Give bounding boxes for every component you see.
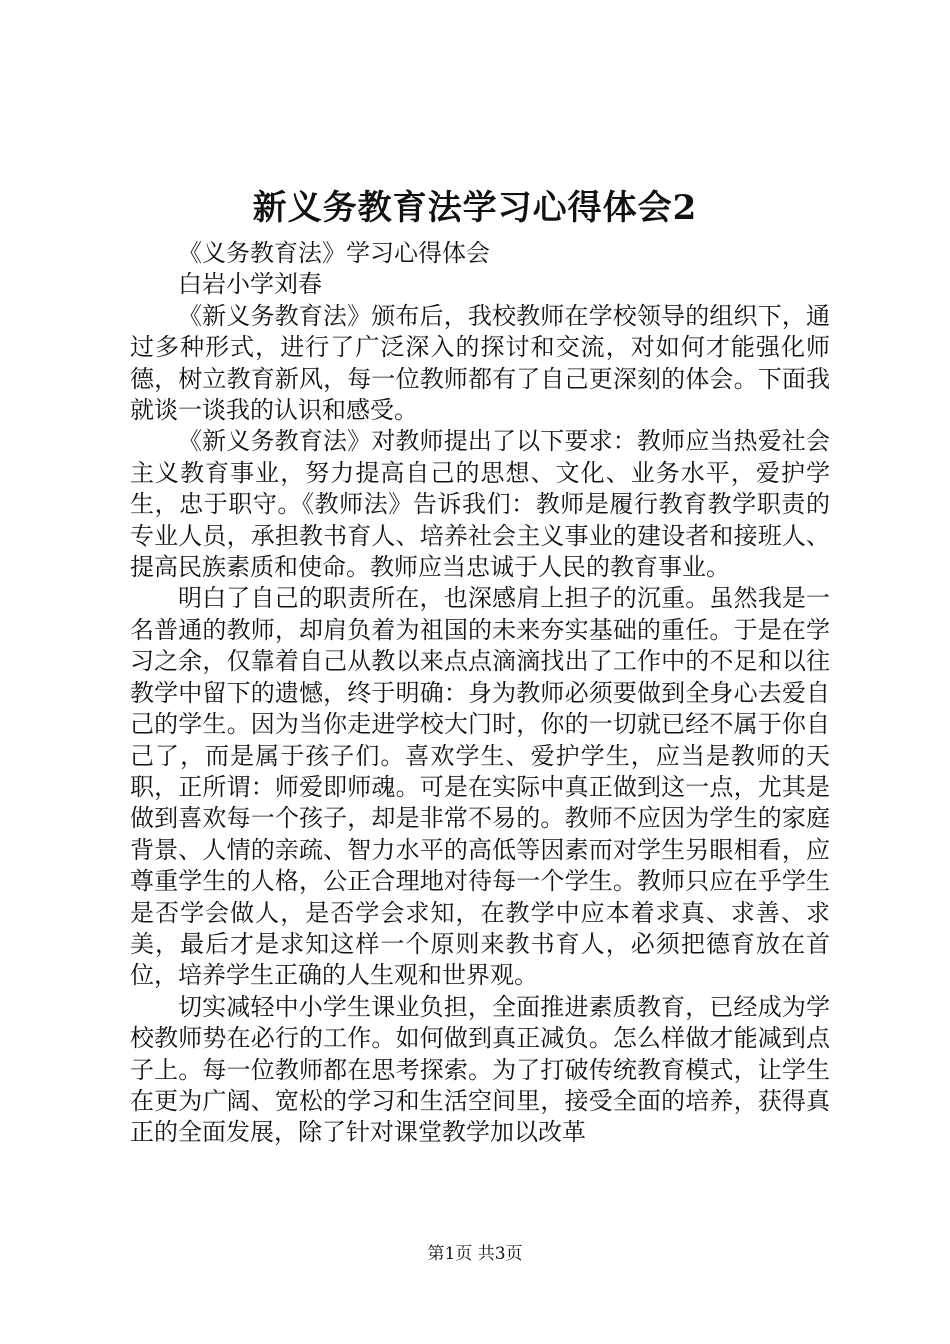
document-body: [130, 238, 830, 1149]
paragraph-author: 白岩小学刘春: [178, 270, 322, 299]
paragraph-2: 《新义务教育法》对教师提出了以下要求：教师应当热爱社会主义教育事业，努力提高自己的思想、文化、业务水平，爱护学生，忠于职守。《教师法》告诉我们：教师是履行教育教学职责的专业人员，承担教书育人、培养社会主义事业的建设者和接班人、提高民族素质和使命。教师应当忠诚于人民的教育事业。: [130, 427, 830, 582]
document-title: 新义务教育法学习心得体会2: [252, 188, 698, 228]
paragraph-4: 切实减轻中小学生课业负担，全面推进素质教育，已经成为学校教师势在必行的工作。如何做到真正减负。怎么样做才能减到点子上。每一位教师都在思考探索。为了打破传统教育模式，让学生在更为广阔、宽松的学习和生活空间里，接受全面的培养，获得真正的全面发展，除了针对课堂教学加以改革: [130, 992, 830, 1147]
page-footer: 第1页 共3页: [427, 1244, 523, 1264]
paragraph-1: 《新义务教育法》颁布后，我校教师在学校领导的组织下，通过多种形式，进行了广泛深入的探讨和交流，对如何才能强化师德，树立教育新风，每一位教师都有了自己更深刻的体会。下面我就谈一谈我的认识和感受。: [130, 301, 830, 425]
paragraph-subtitle: 《义务教育法》学习心得体会: [178, 239, 490, 267]
paragraph-3: 明白了自己的职责所在，也深感肩上担子的沉重。虽然我是一名普通的教师，却肩负着为祖国的未来夯实基础的重任。于是在学习之余，仅靠着自己从教以来点点滴滴找出了工作中的不足和以往教学中留下的遗憾，终于明确：身为教师必须要做到全身心去爱自己的学生。因为当你走进学校大门时，你的一切就已经不属于你自己了，而是属于孩子们。喜欢学生、爱护学生，应当是教师的天职，正所谓：师爱即师魂。可是在实际中真正做到这一点，尤其是做到喜欢每一个孩子，却是非常不易的。教师不应因为学生的家庭背景、人情的亲疏、智力水平的高低等因素而对学生另眼相看，应尊重学生的人格，公正合理地对待每一个学生。教师只应在乎学生是否学会做人，是否学会求知，在教学中应本着求真、求善、求美，最后才是求知这样一个原则来教书育人，必须把德育放在首位，培养学生正确的人生观和世界观。: [130, 584, 830, 990]
